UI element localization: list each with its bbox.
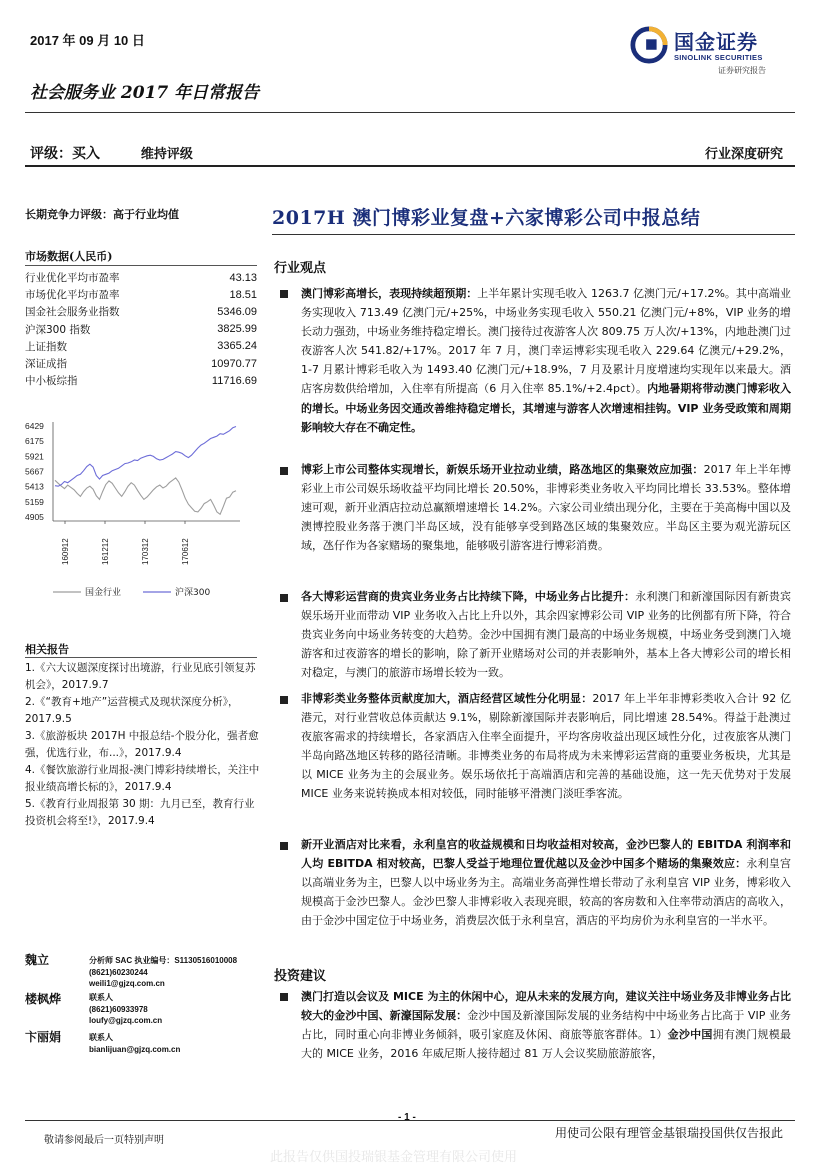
page-number: - 1 -: [398, 1112, 416, 1123]
analyst-contact: [89, 1032, 180, 1055]
market-label: 市场优化平均市盈率: [25, 289, 120, 302]
list-item[interactable]: 4.《餐饮旅游行业周报-澳门博彩持续增长，关注中报业绩高增长标的》，2017.9.4: [25, 764, 260, 793]
paragraph: [301, 587, 791, 682]
logo-text-en: SINOLINK SECURITIES: [674, 53, 763, 62]
table-row: [25, 303, 257, 320]
paragraph-lead: 各大博彩运营商的贵宾业务业务占比持续下降，中场业务占比提升：: [301, 590, 636, 603]
bullet-icon: [280, 594, 288, 602]
market-label: 上证指数: [25, 340, 67, 353]
rating-divider: [25, 165, 795, 167]
paragraph-lead: 澳门打造以会议及 MICE 为主的休闲中心，迎从未来的发展方向，建议关注中场业务及非博业务占比较大的金沙中国、新濠国际发展：: [301, 990, 791, 1023]
watermark-text: 此报告仅供国投瑞银基金管理有限公司使用: [270, 1150, 518, 1165]
logo-subtitle: 证券研究报告: [718, 66, 766, 75]
paragraph-lead: 澳门博彩高增长，表现持续超预期：: [301, 287, 478, 300]
market-data-table: [25, 269, 257, 389]
legend-label: 国金行业: [85, 588, 122, 598]
paragraph-body: 2017 年上半年博彩业上市公司娱乐场收益平均同比增长 20.50%，非博彩类业务收入平均同比增长 33.53%。整体增速可观，新开业酒店拉动总赢额增速增长 14.2%。六家公司业绩出现分化，主要在于美高梅中国以及澳博控股业务落于澳门半岛区域，没有能够享受到路氹区域的集聚效应。半岛区主要为观光游玩区域，氹仔作为各家赌场的聚集地，能够吸引游客进行博彩消费。: [301, 463, 791, 553]
market-data-divider: [25, 265, 257, 266]
table-row: [25, 321, 257, 338]
market-label: 国金社会服务业指数: [25, 306, 120, 319]
analyst-name: 魏立: [25, 953, 50, 967]
title-divider: [272, 234, 795, 235]
x-tick-label: 170612: [181, 538, 190, 565]
sinolink-logo-icon: [630, 26, 668, 64]
analyst-line: 分析师 SAC 执业编号：S1130516010008: [89, 956, 238, 965]
analyst-line: 联系人: [89, 993, 113, 1002]
paragraph-body: 永利皇宫以高端业务为主，巴黎人以中场业务为主。高端业务高弹性增长带动了永利皇宫 VIP 业务，博彩收入规模高于金沙巴黎人。金沙巴黎人非博彩收入表现亮眼，较高的客房数和入住率带动酒店的高收入，由于金沙中国定位于中场业务，消费层次低于永利皇宫，酒店的平均房价为永利皇宫的一半水平。: [301, 857, 792, 928]
legend-label: 沪深300: [175, 588, 211, 598]
analyst-name: 卞丽娟: [25, 1030, 62, 1044]
report-date: 2017 年 09 月 10 日: [30, 33, 145, 48]
logo-text-cn: 国金证券: [674, 30, 758, 54]
market-value: 3365.24: [217, 340, 257, 353]
list-item[interactable]: 1.《六大议题深度探讨出境游，行业见底引领复苏机会》，2017.9.7: [25, 662, 256, 691]
report-series-title: 社会服务业 2017 年日常报告: [30, 83, 260, 103]
table-row: [25, 372, 257, 389]
market-label: 深证成指: [25, 358, 67, 371]
analyst-contact: [89, 992, 162, 1027]
related-reports-list: [25, 660, 265, 830]
analyst-name: 楼枫烨: [25, 992, 62, 1006]
market-value: 18.51: [229, 288, 257, 301]
section-heading-invest: 投资建议: [274, 969, 327, 984]
table-row: [25, 269, 257, 286]
market-value: 5346.09: [217, 305, 257, 318]
y-tick-label: 5413: [25, 481, 44, 492]
x-tick-label: 170312: [141, 538, 150, 565]
list-item[interactable]: 3.《旅游板块 2017H 中报总结-个股分化，强者愈强，优选行业，布...》，2017.9.4: [25, 730, 259, 759]
list-item[interactable]: 2.《“教育+地产”运营模式及现状深度分析》，2017.9.5: [25, 696, 239, 725]
paragraph: [301, 835, 791, 930]
related-reports-title: 相关报告: [25, 643, 69, 656]
paragraph-highlight: 金沙中国: [667, 1028, 713, 1042]
footer-disclaimer: 敬请参阅最后一页特别声明: [44, 1135, 164, 1146]
analyst-email[interactable]: weili1@gjzq.com.cn: [89, 979, 165, 988]
market-value: 11716.69: [211, 374, 257, 387]
y-tick-label: 5667: [25, 466, 44, 477]
market-label: 中小板综指: [25, 375, 78, 388]
footer-divider: [25, 1120, 795, 1121]
x-tick-label: 161212: [101, 538, 110, 565]
market-value: 3825.99: [217, 323, 257, 336]
paragraph-lead: 新开业酒店对比来看，永利皇宫的收益规模和日均收益相对较高，金沙巴黎人的 EBITDA 利润率和人均 EBITDA 相对较高，巴黎人受益于地理位置优越以及金沙中国多个赌场的集聚效应：: [301, 838, 791, 871]
report-type: 行业深度研究: [704, 147, 783, 162]
series-line-0: [55, 478, 236, 514]
analyst-phone: (8621)60933978: [89, 1004, 148, 1014]
analyst-email[interactable]: loufy@gjzq.com.cn: [89, 1016, 163, 1025]
x-tick-label: 160912: [61, 538, 70, 565]
paragraph: [301, 284, 791, 437]
paragraph-body: 拥有澳门规模最大的 MICE 业务，2016 年威尼斯人接待超过 81 万人会议奖励旅游旅客，: [301, 1028, 792, 1061]
paragraph: [301, 689, 791, 804]
rating-maintain: 维持评级: [140, 147, 193, 162]
paragraph: [301, 987, 791, 1063]
bullet-icon: [280, 467, 288, 475]
market-data-title: 市场数据(人民币): [25, 250, 113, 263]
analyst-phone: (8621)60230244: [89, 967, 148, 977]
y-tick-label: 4905: [25, 512, 44, 522]
list-item[interactable]: 5.《教育行业周报第 30 期：九月已至，教育行业投资机会将至!》，2017.9.4: [25, 798, 255, 827]
paragraph-body: 2017 年上半年非博彩类收入合计 92 亿港元，对行业营收总体贡献达 9.1%，剔除新濠国际并表影响后，同比增速 28.54%。得益于赴澳过夜旅客需求的持续增长，各家酒店入住率全面提升，平均客房收益出现区域性分化，过夜旅客从澳门半岛向路氹地区转移的路径清晰。非博类业务的布局将成为未来博彩运营商的重要业务板块，尤其是以 MICE 业务为主的会展业务。娱乐场依托于高端酒店和完善的基础设施，这一先天优势对于发展 MICE 业务来说转换成本相对较低，同时能够平滑澳门淡旺季客流。: [301, 692, 792, 801]
market-value: 43.13: [229, 271, 257, 284]
rating-block: [30, 143, 193, 163]
analyst-line: 联系人: [89, 1033, 113, 1042]
market-label: 行业优化平均市盈率: [25, 272, 120, 285]
y-tick-label: 6175: [25, 436, 44, 447]
paragraph: [301, 460, 791, 555]
series-line-1: [55, 427, 236, 487]
company-logo: [630, 22, 795, 82]
bullet-icon: [280, 290, 288, 298]
paragraph-body: 永利澳门和新濠国际因有新贵宾娱乐场开业而带动 VIP 业务收入占比上升以外，其余四家博彩公司 VIP 业务的比例都有所下降，符合贵宾业务向中场业务转变的大趋势。金沙中国拥有澳门最高的中场业务规模，中场业务受到澳门入境游客和过夜游客的增长的影响，除了新开业赌场对公司的并表影响外，基本上各大博彩公司的增长相对稳定，与澳门的旅游市场增长较为一致。: [301, 590, 792, 680]
market-value: 10970.77: [211, 357, 257, 370]
bullet-icon: [280, 696, 288, 704]
related-divider: [25, 657, 257, 658]
paragraph-lead: 非博彩类业务整体贡献度加大，酒店经营区域性分化明显：: [301, 692, 593, 705]
y-tick-label: 5159: [25, 496, 44, 507]
y-tick-label: 5921: [25, 451, 44, 462]
bullet-icon: [280, 993, 288, 1001]
page-title: 2017H 澳门博彩业复盘+六家博彩公司中报总结: [272, 207, 701, 229]
table-row: [25, 355, 257, 372]
header-divider: [25, 112, 795, 113]
table-row: [25, 286, 257, 303]
paragraph-conclusion: 内地暑期将带动澳门博彩收入的增长。中场业务因交通改善维持稳定增长，其增速与游客人次增速相挂钩。VIP 业务受政策和周期影响较大存在不确定性。: [301, 382, 791, 434]
rating-text: 评级：买入: [30, 146, 100, 162]
paragraph-body: 金沙中国及新濠国际发展的业务结构中中场业务占比高于 VIP 业务占比，同时重心向非博业务倾斜，吸引家庭及休闲、商旅等旅客群体。1）: [301, 1009, 791, 1042]
footer-notice: 用使司公限有理管金基银瑞投国供仅告报此: [554, 1126, 783, 1140]
paragraph-body: 上半年累计实现毛收入 1263.7 亿澳门元/+17.2%。其中高端业务实现收入 713.49 亿澳门元/+25%，中场业务实现毛收入 550.21 亿澳门元/+8%，VIP 业务的增长动力强劲，中场业务维持稳定增长。澳门接待过夜游客人次 809.75 万人次/+13%，内地赴澳门过夜游客人次 541.82/+17%。2017 年 7 月，澳门幸运博彩实现毛收入 229.64 亿澳元/+29.2%，1-7 月累计博彩毛收入为 1493.40 亿澳门元/+18.9%，7 月及累计月度增速均实现年以来最大。酒店客房数供给增加，入住率有所提高（6 月入住率 85.1%/+2.4pct）。: [301, 287, 792, 396]
market-label: 沪深300 指数: [25, 323, 91, 336]
table-row: [25, 338, 257, 355]
competitive-rating: 长期竞争力评级：高于行业均值: [25, 208, 179, 221]
analyst-contact: [89, 955, 237, 990]
bullet-icon: [280, 842, 288, 850]
analyst-email[interactable]: bianlijuan@gjzq.com.cn: [89, 1044, 181, 1054]
paragraph-lead: 博彩上市公司整体实现增长，新娱乐场开业拉动业绩，路氹地区的集聚效应加强：: [301, 463, 704, 476]
index-line-chart: [25, 414, 260, 614]
section-heading-view: 行业观点: [274, 261, 327, 276]
y-tick-label: 6429: [25, 421, 44, 431]
